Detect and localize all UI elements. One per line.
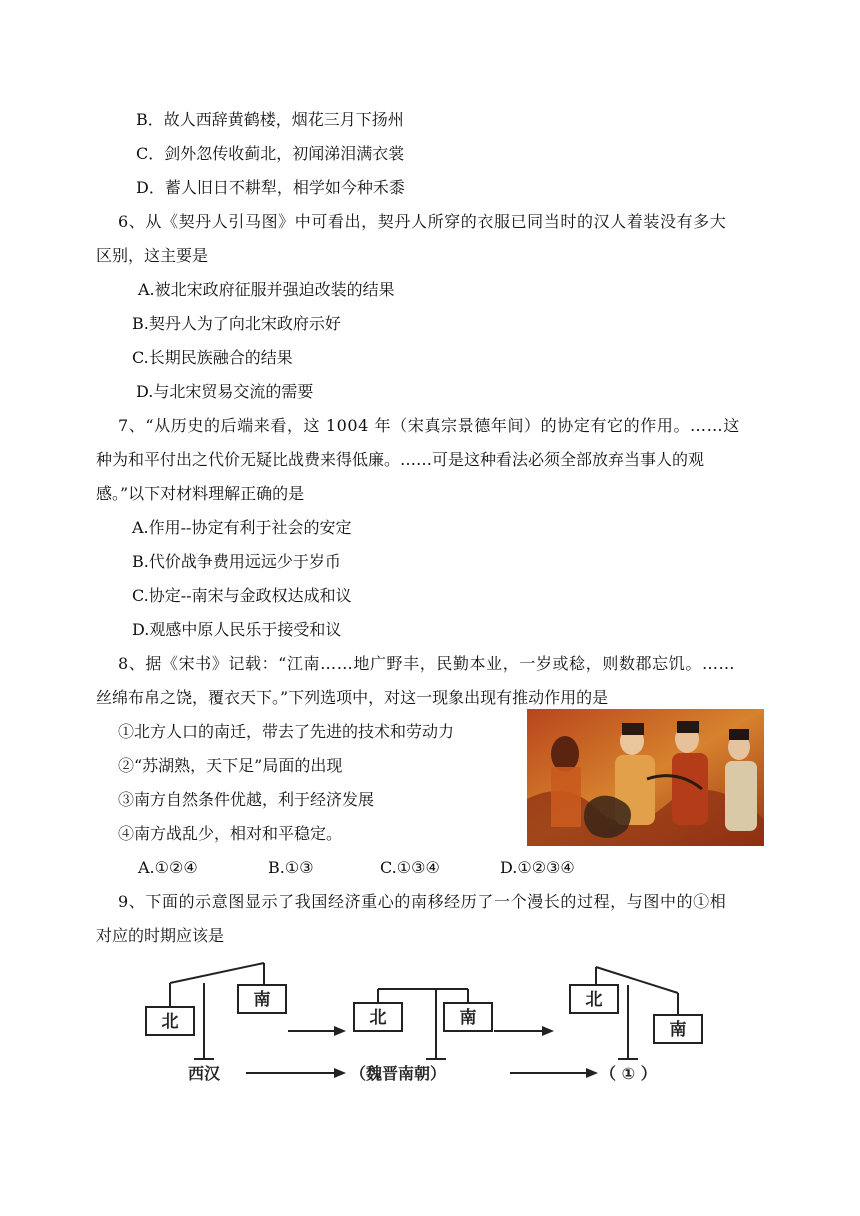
q8-item-4: ④南方战乱少，相对和平稳定。 <box>118 824 343 843</box>
period-western-han: 西汉 <box>188 1064 221 1083</box>
q5-option-c: C．剑外忽传收蓟北，初闻涕泪满衣裳 <box>136 144 405 163</box>
period-circle-one: （ ① ） <box>600 1064 657 1083</box>
q8-choice-a: A.①②④ <box>138 858 198 877</box>
q7-stem-line-3: 感。”以下对材料理解正确的是 <box>96 484 305 503</box>
q7-option-a: A.作用--协定有利于社会的安定 <box>132 518 352 537</box>
period-wei-jin-southern: （魏晋南朝） <box>350 1064 447 1083</box>
stage3-north-label: 北 <box>585 990 603 1010</box>
q7-option-b: B.代价战争费用远远少于岁币 <box>132 552 341 571</box>
q6-option-b: B.契丹人为了向北宋政府示好 <box>132 314 341 333</box>
q5-option-d: D．蓄人旧日不耕犁，相学如今种禾黍 <box>136 178 405 197</box>
q5-option-b: B．故人西辞黄鹤楼，烟花三月下扬州 <box>136 110 404 129</box>
q7-option-d: D.观感中原人民乐于接受和议 <box>132 620 342 639</box>
q6-option-a: A.被北宋政府征服并强迫改装的结果 <box>138 280 395 299</box>
stage1-north-label: 北 <box>161 1012 179 1032</box>
q9-stem-line-1: 9、下面的示意图显示了我国经济重心的南移经历了一个漫长的过程，与图中的①相 <box>118 892 727 911</box>
stage3-south-label: 南 <box>669 1020 687 1040</box>
q8-item-1: ①北方人口的南迁，带去了先进的技术和劳动力 <box>118 722 455 741</box>
q7-stem-line-2: 种为和平付出之代价无疑比战费来得低廉。……可是这种看法必须全部放弃当事人的观 <box>96 450 705 469</box>
q8-item-3: ③南方自然条件优越，利于经济发展 <box>118 790 375 809</box>
q8-stem-line-1: 8、据《宋书》记载：“江南……地广野丰，民勤本业，一岁或稔，则数郡忘饥。…… <box>118 654 736 673</box>
khitan-horse-painting <box>527 709 764 846</box>
q9-stem-line-2: 对应的时期应该是 <box>96 926 225 945</box>
q7-option-c: C.协定--南宋与金政权达成和议 <box>132 586 352 605</box>
q6-stem-line-2: 区别，这主要是 <box>96 246 209 265</box>
q8-stem-line-2: 丝绵布帛之饶，覆衣天下。”下列选项中，对这一现象出现有推动作用的是 <box>96 688 609 707</box>
q7-stem-line-1: 7、“从历史的后端来看，这 1004 年（宋真宗景德年间）的协定有它的作用。……这 <box>118 416 740 435</box>
q6-option-d: D.与北宋贸易交流的需要 <box>136 382 314 401</box>
stage1-south-label: 南 <box>253 990 271 1010</box>
q8-choice-d: D.①②③④ <box>500 858 575 877</box>
economic-center-diagram <box>138 955 728 1090</box>
q6-stem-line-1: 6、从《契丹人引马图》中可看出，契丹人所穿的衣服已同当时的汉人着装没有多大 <box>118 212 727 231</box>
q8-choice-c: C.①③④ <box>380 858 440 877</box>
stage2-north-label: 北 <box>369 1008 387 1028</box>
stage2-south-label: 南 <box>459 1008 477 1028</box>
q8-item-2: ②“苏湖熟，天下足”局面的出现 <box>118 756 343 775</box>
q6-option-c: C.长期民族融合的结果 <box>132 348 293 367</box>
q8-choice-b: B.①③ <box>268 858 314 877</box>
